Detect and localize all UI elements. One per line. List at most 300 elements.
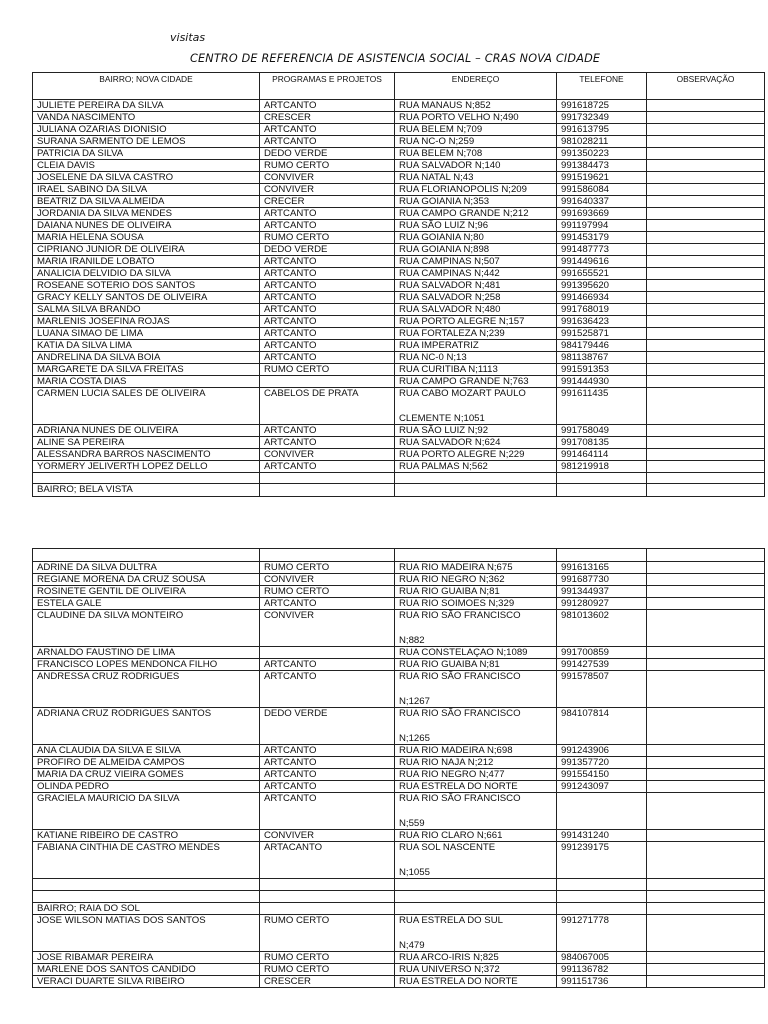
- table-bela-vista-raia-do-sol: [32, 548, 765, 988]
- cell-observation: [647, 136, 765, 148]
- cell-program: CONVIVER: [260, 449, 395, 461]
- cell-blank: [33, 879, 260, 891]
- cell-program: CONVIVER: [260, 184, 395, 196]
- cell-address-line2: CLEMENTE N;1051: [399, 413, 485, 424]
- cell-program: ARTCANTO: [260, 793, 395, 830]
- cell-name: ARNALDO FAUSTINO DE LIMA: [33, 647, 260, 659]
- cell-observation: [647, 220, 765, 232]
- visitas-label: visitas: [170, 31, 206, 44]
- cell-name: ADRIANA CRUZ RODRIGUES SANTOS: [33, 708, 260, 745]
- table-row: [33, 244, 765, 256]
- table-row: [33, 256, 765, 268]
- cell-name: CLEIA DAVIS: [33, 160, 260, 172]
- cell-address: RUA RIO CLARO N;661: [395, 830, 557, 842]
- section-row: [33, 484, 765, 497]
- cell-phone: 991554150: [557, 769, 647, 781]
- cell-blank: [260, 879, 395, 891]
- cell-phone: 991431240: [557, 830, 647, 842]
- cell-address: RUA SÃO LUIZ N;92: [395, 425, 557, 437]
- cell-observation: [647, 562, 765, 574]
- cell-address: RUA CAMPO GRANDE N;763: [395, 376, 557, 388]
- cell-name: IRAEL SABINO DA SILVA: [33, 184, 260, 196]
- cell-address: RUA RIO SÃO FRANCISCO N;1267: [395, 671, 557, 708]
- cell-phone: 991708135: [557, 437, 647, 449]
- table-row: [33, 148, 765, 160]
- cell-observation: [647, 160, 765, 172]
- page-heading: [0, 0, 768, 72]
- cell-name: FABIANA CINTHIA DE CASTRO MENDES: [33, 842, 260, 879]
- cell-observation: [647, 172, 765, 184]
- cell-program: RUMO CERTO: [260, 232, 395, 244]
- cell-program: CONVIVER: [260, 610, 395, 647]
- table-row: [33, 280, 765, 292]
- table-row: [33, 292, 765, 304]
- table-row: [33, 610, 765, 647]
- cell-observation: [647, 574, 765, 586]
- cell-address: RUA SÃO LUIZ N;96: [395, 220, 557, 232]
- cell-address: RUA MANAUS N;852: [395, 100, 557, 112]
- cell-address: RUA SALVADOR N;481: [395, 280, 557, 292]
- cell-program: ARTACANTO: [260, 842, 395, 879]
- cell-name: BEATRIZ DA SILVA ALMEIDA: [33, 196, 260, 208]
- cell-program: ARTCANTO: [260, 659, 395, 671]
- cell-address: RUA CURITIBA N;1113: [395, 364, 557, 376]
- cell-name: ROSEANE SOTERIO DOS SANTOS: [33, 280, 260, 292]
- cell-blank: [395, 891, 557, 903]
- cell-program: ARTCANTO: [260, 304, 395, 316]
- table-row: [33, 388, 765, 425]
- cell-program: CRECER: [260, 196, 395, 208]
- cell-address-line2: N;1267: [399, 696, 430, 707]
- cell-name: MARIA IRANILDE LOBATO: [33, 256, 260, 268]
- cell-observation: [647, 208, 765, 220]
- cell-program: RUMO CERTO: [260, 160, 395, 172]
- cell-phone: 981138767: [557, 352, 647, 364]
- cell-observation: [647, 745, 765, 757]
- cell-address: RUA RIO NAJA N;212: [395, 757, 557, 769]
- cell-blank: [647, 879, 765, 891]
- cell-address: RUA GOIANIA N;80: [395, 232, 557, 244]
- cell-phone: [557, 793, 647, 830]
- cell-address: RUA PORTO ALEGRE N;229: [395, 449, 557, 461]
- cell-phone: 981028211: [557, 136, 647, 148]
- cell-address-line2: N;1265: [399, 733, 430, 744]
- cell-phone: 991687730: [557, 574, 647, 586]
- cell-blank: [260, 549, 395, 562]
- cell-observation: [647, 100, 765, 112]
- table-row: [33, 220, 765, 232]
- table-row: [33, 268, 765, 280]
- cell-address: RUA NC-O N;259: [395, 136, 557, 148]
- table-row: [33, 586, 765, 598]
- cell-name: ADRINE DA SILVA DULTRA: [33, 562, 260, 574]
- table-row: [33, 598, 765, 610]
- cell-address-line2: N;479: [399, 940, 425, 951]
- table-row: [33, 793, 765, 830]
- cell-address: RUA GOIANIA N;353: [395, 196, 557, 208]
- cell-name: JOSE RIBAMAR PEREIRA: [33, 952, 260, 964]
- cell-address: RUA RIO GUAIBA N;81: [395, 586, 557, 598]
- cell-observation: [647, 376, 765, 388]
- cell-phone: 984107814: [557, 708, 647, 745]
- cell-phone: 991151736: [557, 976, 647, 988]
- cell-blank: [647, 549, 765, 562]
- table-row: [33, 316, 765, 328]
- cell-observation: [647, 244, 765, 256]
- table-row: [33, 425, 765, 437]
- cell-program: [260, 376, 395, 388]
- cell-program: ARTCANTO: [260, 340, 395, 352]
- cell-name: MARLENE DOS SANTOS CANDIDO: [33, 964, 260, 976]
- cell-name: ESTELA GALE: [33, 598, 260, 610]
- cell-observation: [647, 461, 765, 473]
- cell-observation: [647, 352, 765, 364]
- cell-observation: [647, 610, 765, 647]
- cell-phone: 991350223: [557, 148, 647, 160]
- cell-phone: 991591353: [557, 364, 647, 376]
- cell-blank: [260, 903, 395, 915]
- cell-address: RUA GOIANIA N;898: [395, 244, 557, 256]
- cell-address: RUA CABO MOZART PAULO CLEMENTE N;1051: [395, 388, 557, 425]
- cell-program: ARTCANTO: [260, 100, 395, 112]
- cell-observation: [647, 647, 765, 659]
- cell-name: FRANCISCO LOPES MENDONCA FILHO: [33, 659, 260, 671]
- table-row: [33, 184, 765, 196]
- cell-phone: 984179446: [557, 340, 647, 352]
- cell-address: RUA RIO MADEIRA N;698: [395, 745, 557, 757]
- col-header-telefone: TELEFONE: [557, 73, 647, 100]
- table-row: [33, 196, 765, 208]
- cell-address: RUA SALVADOR N;480: [395, 304, 557, 316]
- cell-phone: 981219918: [557, 461, 647, 473]
- table-row: [33, 671, 765, 708]
- cell-observation: [647, 425, 765, 437]
- cell-observation: [647, 915, 765, 952]
- cell-program: ARTCANTO: [260, 781, 395, 793]
- cell-phone: 991136782: [557, 964, 647, 976]
- cell-phone: 991280927: [557, 598, 647, 610]
- table-row: [33, 562, 765, 574]
- cell-observation: [647, 304, 765, 316]
- cell-program: ARTCANTO: [260, 598, 395, 610]
- table-row: [33, 659, 765, 671]
- cell-observation: [647, 671, 765, 708]
- cell-phone: 991693669: [557, 208, 647, 220]
- cell-name: ADRIANA NUNES DE OLIVEIRA: [33, 425, 260, 437]
- cell-observation: [647, 964, 765, 976]
- cell-phone: 991618725: [557, 100, 647, 112]
- cell-name: JORDANIA DA SILVA MENDES: [33, 208, 260, 220]
- cell-address: RUA CAMPINAS N;442: [395, 268, 557, 280]
- cell-program: [260, 647, 395, 659]
- blank-row: [33, 549, 765, 562]
- cell-observation: [647, 112, 765, 124]
- blank-row: [33, 473, 765, 484]
- cell-phone: 991243097: [557, 781, 647, 793]
- table-row: [33, 769, 765, 781]
- cell-program: CRESCER: [260, 976, 395, 988]
- cell-program: ARTCANTO: [260, 280, 395, 292]
- cell-blank: [395, 549, 557, 562]
- cell-program: ARTCANTO: [260, 328, 395, 340]
- cell-name: ALESSANDRA BARROS NASCIMENTO: [33, 449, 260, 461]
- cell-phone: 991640337: [557, 196, 647, 208]
- cell-address: RUA ESTRELA DO SUL N;479: [395, 915, 557, 952]
- table-row: [33, 340, 765, 352]
- cell-phone: 991384473: [557, 160, 647, 172]
- cell-name: OLINDA PEDRO: [33, 781, 260, 793]
- cell-program: DEDO VERDE: [260, 244, 395, 256]
- cell-blank: [557, 473, 647, 484]
- cell-blank: [647, 903, 765, 915]
- cell-program: ARTCANTO: [260, 461, 395, 473]
- cell-blank: [260, 484, 395, 497]
- cell-blank: [395, 903, 557, 915]
- cell-name: ANALICIA DELVIDIO DA SILVA: [33, 268, 260, 280]
- cell-name: KATIANE RIBEIRO DE CASTRO: [33, 830, 260, 842]
- cell-phone: 991525871: [557, 328, 647, 340]
- cell-phone: 991444930: [557, 376, 647, 388]
- cell-name: ANA CLAUDIA DA SILVA E SILVA: [33, 745, 260, 757]
- cell-observation: [647, 340, 765, 352]
- section-label: BAIRRO; BELA VISTA: [33, 484, 260, 497]
- cell-program: ARTCANTO: [260, 671, 395, 708]
- table-header: [33, 73, 765, 100]
- cell-observation: [647, 708, 765, 745]
- cell-blank: [557, 891, 647, 903]
- cell-program: RUMO CERTO: [260, 562, 395, 574]
- table-row: [33, 172, 765, 184]
- cell-address: RUA BELEM N;708: [395, 148, 557, 160]
- cell-name: MARIA DA CRUZ VIEIRA GOMES: [33, 769, 260, 781]
- cell-address: RUA FLORIANOPOLIS N;209: [395, 184, 557, 196]
- cell-observation: [647, 232, 765, 244]
- cell-program: ARTCANTO: [260, 352, 395, 364]
- cell-program: ARTCANTO: [260, 437, 395, 449]
- cell-address: RUA RIO SOIMOES N;329: [395, 598, 557, 610]
- cell-blank: [557, 484, 647, 497]
- table-row: [33, 461, 765, 473]
- cell-program: ARTCANTO: [260, 256, 395, 268]
- cell-phone: 991613165: [557, 562, 647, 574]
- cell-name: GRACIELA MAURICIO DA SILVA: [33, 793, 260, 830]
- cell-name: JOSELENE DA SILVA CASTRO: [33, 172, 260, 184]
- table-row: [33, 964, 765, 976]
- table-row: [33, 842, 765, 879]
- cell-address: RUA PORTO VELHO N;490: [395, 112, 557, 124]
- cell-address: RUA CAMPO GRANDE N;212: [395, 208, 557, 220]
- cell-phone: 991613795: [557, 124, 647, 136]
- cell-name: PATRICIA DA SILVA: [33, 148, 260, 160]
- cell-address: RUA SALVADOR N;624: [395, 437, 557, 449]
- cell-blank: [33, 891, 260, 903]
- cell-name: GRACY KELLY SANTOS DE OLIVEIRA: [33, 292, 260, 304]
- cell-observation: [647, 148, 765, 160]
- cell-program: CONVIVER: [260, 172, 395, 184]
- table-row: [33, 757, 765, 769]
- cell-name: YORMERY JELIVERTH LOPEZ DELLO: [33, 461, 260, 473]
- cell-blank: [647, 473, 765, 484]
- cell-blank: [647, 891, 765, 903]
- cell-address: RUA SOL NASCENTE N;1055: [395, 842, 557, 879]
- cell-phone: 991427539: [557, 659, 647, 671]
- cell-phone: 991464114: [557, 449, 647, 461]
- table-row: [33, 781, 765, 793]
- cell-program: RUMO CERTO: [260, 915, 395, 952]
- blank-row: [33, 891, 765, 903]
- cell-observation: [647, 388, 765, 425]
- col-header-observacao: OBSERVAÇÃO: [647, 73, 765, 100]
- cell-observation: [647, 316, 765, 328]
- cell-name: LUANA SIMAO DE LIMA: [33, 328, 260, 340]
- cell-blank: [395, 484, 557, 497]
- cell-program: RUMO CERTO: [260, 952, 395, 964]
- cell-address: RUA PALMAS N;562: [395, 461, 557, 473]
- cell-phone: 991768019: [557, 304, 647, 316]
- cell-observation: [647, 449, 765, 461]
- cell-blank: [395, 473, 557, 484]
- cell-program: DEDO VERDE: [260, 708, 395, 745]
- table-row: [33, 708, 765, 745]
- cell-phone: 991758049: [557, 425, 647, 437]
- cell-name: ROSINETE GENTIL DE OLIVEIRA: [33, 586, 260, 598]
- cell-program: ARTCANTO: [260, 292, 395, 304]
- cell-name: JOSE WILSON MATIAS DOS SANTOS: [33, 915, 260, 952]
- cell-address: RUA CONSTELAÇAO N;1089: [395, 647, 557, 659]
- cell-blank: [260, 891, 395, 903]
- cell-observation: [647, 328, 765, 340]
- table-row: [33, 328, 765, 340]
- cell-phone: 991357720: [557, 757, 647, 769]
- cell-program: ARTCANTO: [260, 208, 395, 220]
- cell-phone: 981013602: [557, 610, 647, 647]
- cell-name: ANDRESSA CRUZ RODRIGUES: [33, 671, 260, 708]
- cell-program: ARTCANTO: [260, 316, 395, 328]
- cell-address: RUA NC-0 N;13: [395, 352, 557, 364]
- cell-observation: [647, 196, 765, 208]
- section-row: [33, 903, 765, 915]
- cell-phone: 991197994: [557, 220, 647, 232]
- cell-address: RUA SALVADOR N;258: [395, 292, 557, 304]
- cell-address: RUA RIO MADEIRA N;675: [395, 562, 557, 574]
- table-row: [33, 647, 765, 659]
- cell-name: MARIA HELENA SOUSA: [33, 232, 260, 244]
- cell-program: RUMO CERTO: [260, 364, 395, 376]
- cell-phone: 991239175: [557, 842, 647, 879]
- cell-phone: 991732349: [557, 112, 647, 124]
- cell-program: CONVIVER: [260, 830, 395, 842]
- cell-observation: [647, 364, 765, 376]
- cell-address: RUA SALVADOR N;140: [395, 160, 557, 172]
- cell-program: CRESCER: [260, 112, 395, 124]
- cell-program: ARTCANTO: [260, 769, 395, 781]
- cell-phone: 991578507: [557, 671, 647, 708]
- cell-observation: [647, 292, 765, 304]
- cell-phone: 984067005: [557, 952, 647, 964]
- table-row: [33, 574, 765, 586]
- cell-phone: 991519621: [557, 172, 647, 184]
- cell-blank: [557, 879, 647, 891]
- cell-phone: 991395620: [557, 280, 647, 292]
- col-header-programas: PROGRAMAS E PROJETOS: [260, 73, 395, 100]
- cell-observation: [647, 437, 765, 449]
- cell-observation: [647, 598, 765, 610]
- cell-phone: 991243906: [557, 745, 647, 757]
- cell-name: CARMEN LUCIA SALES DE OLIVEIRA: [33, 388, 260, 425]
- cell-program: ARTCANTO: [260, 745, 395, 757]
- cell-phone: 991700859: [557, 647, 647, 659]
- cell-program: ARTCANTO: [260, 268, 395, 280]
- cell-program: ARTCANTO: [260, 757, 395, 769]
- cell-name: MARGARETE DA SILVA FREITAS: [33, 364, 260, 376]
- cell-name: JULIANA OZARIAS DIONISIO: [33, 124, 260, 136]
- table-row: [33, 364, 765, 376]
- table-row: [33, 745, 765, 757]
- cell-address: RUA PORTO ALEGRE N;157: [395, 316, 557, 328]
- cell-blank: [647, 484, 765, 497]
- col-header-bairro: BAIRRO; NOVA CIDADE: [33, 73, 260, 100]
- cell-program: CABELOS DE PRATA: [260, 388, 395, 425]
- table-row: [33, 352, 765, 364]
- cell-address-line2: N;882: [399, 635, 425, 646]
- table-row: [33, 124, 765, 136]
- cell-name: DAIANA NUNES DE OLIVEIRA: [33, 220, 260, 232]
- cell-address: RUA ESTRELA DO NORTE: [395, 976, 557, 988]
- cell-observation: [647, 586, 765, 598]
- cell-program: ARTCANTO: [260, 124, 395, 136]
- cell-name: MARLENIS JOSEFINA ROJAS: [33, 316, 260, 328]
- table-row: [33, 449, 765, 461]
- cell-program: RUMO CERTO: [260, 964, 395, 976]
- cell-observation: [647, 781, 765, 793]
- cell-name: VANDA NASCIMENTO: [33, 112, 260, 124]
- cell-phone: 991466934: [557, 292, 647, 304]
- cell-address: RUA RIO GUAIBA N;81: [395, 659, 557, 671]
- cell-observation: [647, 952, 765, 964]
- col-header-endereco: ENDEREÇO: [395, 73, 557, 100]
- cell-address: RUA RIO NEGRO N;362: [395, 574, 557, 586]
- table-row: [33, 232, 765, 244]
- cell-observation: [647, 830, 765, 842]
- cell-blank: [557, 549, 647, 562]
- table-row: [33, 136, 765, 148]
- cell-program: ARTCANTO: [260, 220, 395, 232]
- table-row: [33, 830, 765, 842]
- cell-name: CIPRIANO JUNIOR DE OLIVEIRA: [33, 244, 260, 256]
- table-row: [33, 915, 765, 952]
- cell-observation: [647, 793, 765, 830]
- table-row: [33, 952, 765, 964]
- cell-name: SALMA SILVA BRANDO: [33, 304, 260, 316]
- cell-observation: [647, 842, 765, 879]
- cell-blank: [395, 879, 557, 891]
- cell-observation: [647, 976, 765, 988]
- cell-program: CONVIVER: [260, 574, 395, 586]
- blank-row: [33, 879, 765, 891]
- cell-blank: [557, 903, 647, 915]
- cell-name: ANDRELINA DA SILVA BOIA: [33, 352, 260, 364]
- table-row: [33, 160, 765, 172]
- table-row: [33, 112, 765, 124]
- cell-name: SURANA SARMENTO DE LEMOS: [33, 136, 260, 148]
- cell-address: RUA NATAL N;43: [395, 172, 557, 184]
- cell-blank: [33, 473, 260, 484]
- document-title: CENTRO DE REFERENCIA DE ASISTENCIA SOCIAL – CRAS NOVA CIDADE: [190, 52, 601, 65]
- cell-blank: [260, 473, 395, 484]
- cell-observation: [647, 280, 765, 292]
- cell-phone: 991611435: [557, 388, 647, 425]
- cell-phone: 991487773: [557, 244, 647, 256]
